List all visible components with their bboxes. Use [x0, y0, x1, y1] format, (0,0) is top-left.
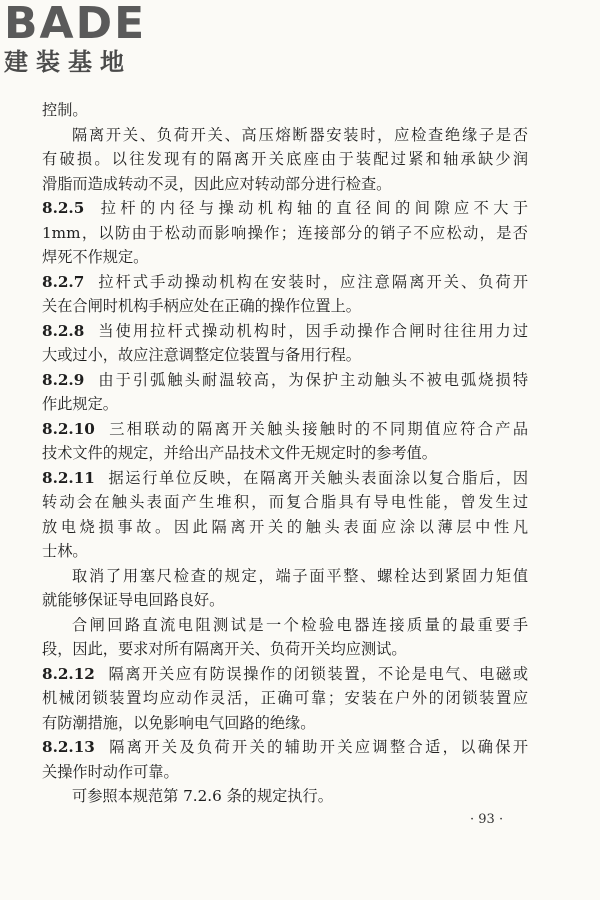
- line-text: 控制。: [42, 101, 88, 119]
- section-8-2-11: [42, 466, 528, 564]
- line-text: 由于引弧触头耐温较高，为保护主动触头不被电弧烧损特: [96, 370, 528, 389]
- section-number: 8.2.9: [42, 370, 85, 389]
- line-text: 取消了用塞尺检查的规定，端子面平整、螺栓达到紧固力矩值: [72, 566, 528, 585]
- text-line: [42, 686, 528, 711]
- section-8-2-7: [42, 270, 528, 319]
- section-8-2-12: [42, 662, 528, 736]
- section-8-2-10: [42, 417, 528, 466]
- logo-subtitle: 建装基地: [4, 48, 132, 76]
- line-text: 作此规定。: [42, 395, 118, 413]
- line-text: 放电烧损事故。因此隔离开关的触头表面应涂以薄层中性凡: [42, 517, 528, 536]
- line-text: 拉杆式手动操动机构在安装时，应注意隔离开关、负荷开: [96, 272, 528, 291]
- section-number: 8.2.13: [42, 738, 95, 756]
- text-line: [42, 760, 528, 785]
- section-number: 8.2.11: [42, 468, 95, 487]
- line-text: 关操作时动作可靠。: [42, 762, 179, 781]
- text-line: [42, 662, 528, 687]
- text-line: [42, 98, 528, 123]
- paragraph: [42, 613, 528, 662]
- line-text: 关在合闸时机构手柄应处在正确的操作位置上。: [42, 297, 361, 315]
- line-text: 有破损。以往发现有的隔离开关底座由于装配过紧和轴承缺少润: [42, 150, 528, 168]
- section-8-2-5: [42, 196, 528, 270]
- text-line: [42, 564, 528, 589]
- line-text: 转动会在触头表面产生堆积，而复合脂具有导电性能，曾发生过: [42, 493, 528, 511]
- line-text: 合闸回路直流电阻测试是一个检验电器连接质量的最重要手: [72, 615, 528, 634]
- page-number: · 93 ·: [470, 812, 504, 827]
- text-line: [42, 343, 528, 368]
- line-text: 当使用拉杆式操动机构时，因手动操作合闸时往往用力过: [96, 321, 528, 340]
- line-text: 隔离开关应有防误操作的闭锁装置，不论是电气、电磁或: [106, 664, 528, 683]
- paragraph: [42, 564, 528, 613]
- line-text: 大或过小，故应注意调整定位装置与备用行程。: [42, 346, 361, 364]
- document-body: [42, 98, 528, 809]
- line-text: 技术文件的规定，并给出产品技术文件无规定时的参考值。: [42, 444, 437, 462]
- text-line: [42, 539, 528, 564]
- line-text: 就能够保证导电回路良好。: [42, 591, 225, 609]
- section-number: 8.2.5: [42, 199, 85, 217]
- section-number: 8.2.8: [42, 321, 85, 340]
- section-number: 8.2.7: [42, 272, 85, 291]
- text-line: [42, 221, 528, 246]
- text-line: [42, 711, 528, 736]
- text-line: [42, 270, 528, 295]
- line-text: 隔离开关、负荷开关、高压熔断器安装时，应检查绝缘子是否: [72, 125, 528, 144]
- line-text: 机械闭锁装置均应动作灵活，正确可靠；安装在户外的闭锁装置应: [42, 689, 528, 707]
- line-text: 隔离开关及负荷开关的辅助开关应调整合适，以确保开: [106, 738, 528, 756]
- text-line: [42, 466, 528, 491]
- text-line: [42, 172, 528, 197]
- line-text: 滑脂而造成转动不灵，因此应对转动部分进行检查。: [42, 174, 392, 193]
- section-8-2-8: [42, 319, 528, 368]
- line-text: 1mm，以防由于松动而影响操作；连接部分的销子不应松动，是否: [42, 223, 528, 242]
- text-line: [42, 613, 528, 638]
- line-text: 可参照本规范第 7.2.6 条的规定执行。: [72, 787, 333, 805]
- text-line: [42, 196, 528, 221]
- text-line: [42, 588, 528, 613]
- text-line: [42, 417, 528, 442]
- logo: [4, 2, 146, 76]
- section-number: 8.2.10: [42, 419, 95, 438]
- line-text: 段，因此，要求对所有隔离开关、负荷开关均应测试。: [42, 640, 407, 658]
- text-line: [42, 368, 528, 393]
- text-line: [42, 735, 528, 760]
- text-line: [42, 784, 528, 809]
- text-line: [42, 392, 528, 417]
- line-text: 三相联动的隔离开关触头接触时的不同期值应符合产品: [106, 419, 528, 438]
- line-text: 有防潮措施，以免影响电气回路的绝缘。: [42, 713, 316, 732]
- section-number: 8.2.12: [42, 664, 95, 683]
- text-line: [42, 515, 528, 540]
- text-line: [42, 490, 528, 515]
- paragraph: [42, 123, 528, 197]
- line-text: 士林。: [42, 542, 88, 560]
- text-line: [42, 319, 528, 344]
- logo-brand: BADE: [4, 0, 147, 49]
- section-8-2-13: [42, 735, 528, 784]
- text-line: [42, 123, 528, 148]
- line-text: 拉杆的内径与操动机构轴的直径间的间隙应不大于: [96, 199, 528, 217]
- text-line: [42, 441, 528, 466]
- text-line: [42, 147, 528, 172]
- paragraph: [42, 98, 528, 123]
- text-line: [42, 637, 528, 662]
- section-8-2-9: [42, 368, 528, 417]
- paragraph: [42, 784, 528, 809]
- text-line: [42, 294, 528, 319]
- text-line: [42, 245, 528, 270]
- line-text: 据运行单位反映，在隔离开关触头表面涂以复合脂后，因: [106, 468, 528, 487]
- line-text: 焊死不作规定。: [42, 248, 149, 266]
